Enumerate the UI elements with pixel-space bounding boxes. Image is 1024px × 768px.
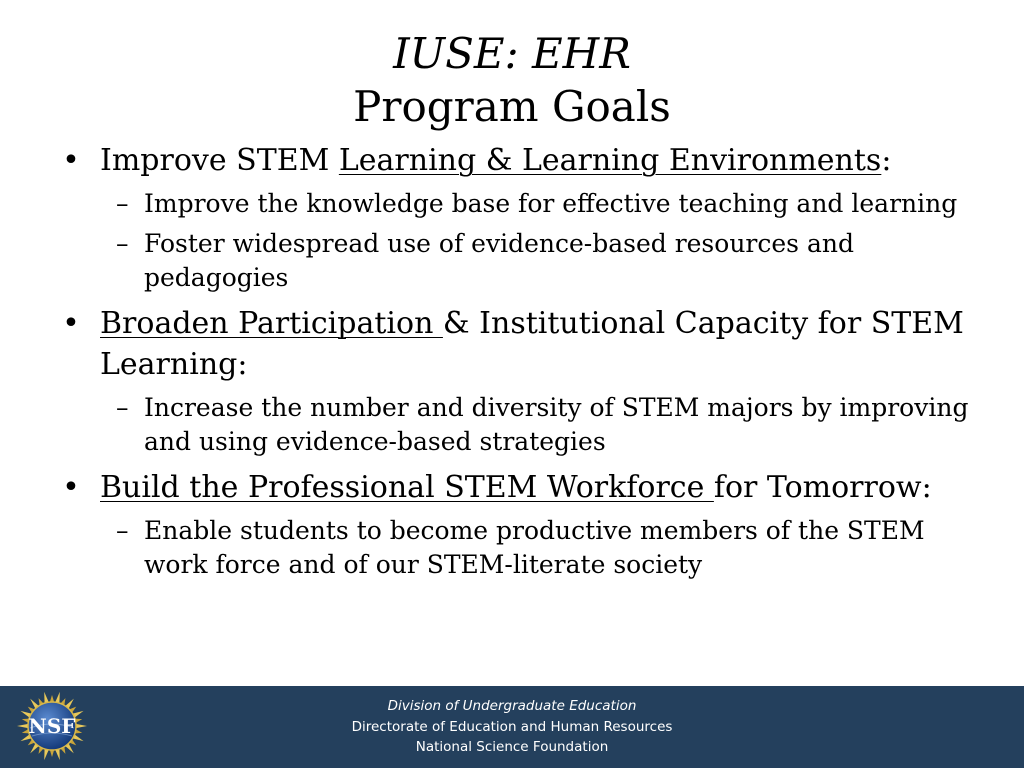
seal-ray [55, 749, 60, 760]
bullet-post: for Tomorrow: [713, 470, 932, 505]
sub-bullet-item [56, 227, 996, 295]
bullet-item [56, 303, 996, 385]
seal-ray [44, 692, 49, 703]
bullet-underlined: Learning & Learning Environments [338, 143, 882, 178]
sub-bullet-item [56, 187, 996, 221]
bullet-list [56, 140, 996, 582]
seal-ray [17, 724, 28, 728]
dash-icon: – [116, 229, 129, 258]
bullet-item [56, 467, 996, 508]
title-line-1: IUSE: EHR [393, 29, 631, 78]
bullet-dot-icon: • [62, 306, 80, 341]
dash-icon: – [116, 516, 129, 545]
bullet-item [56, 140, 996, 181]
bullet-pre: Improve STEM [100, 143, 339, 178]
bullet-underlined: Broaden Participation [100, 306, 443, 341]
slide-title [0, 28, 1024, 134]
sub-bullet-item [56, 391, 996, 459]
nsf-seal-icon [16, 690, 88, 762]
footer-foundation: National Science Foundation [415, 739, 609, 755]
bullet-dot-icon: • [62, 470, 80, 505]
seal-ray [50, 695, 54, 702]
bullet-post: & Institutional Capacity for STEM Learning: [100, 306, 964, 382]
sub-bullet-text: Improve the knowledge base for effective teaching and learning [144, 189, 958, 218]
seal-ray [76, 724, 87, 728]
footer-directorate: Directorate of Education and Human Resources [351, 718, 673, 735]
bullet-underlined: Build the Professional STEM Workforce [100, 470, 714, 505]
seal-ray [55, 692, 60, 703]
dash-icon: – [116, 393, 129, 422]
title-line-2: Program Goals [353, 82, 671, 131]
seal-ray [50, 750, 54, 757]
sub-bullet-text: Enable students to become productive members of the STEM work force and of our STEM-literate society [144, 516, 925, 579]
footer-division: Division of Undergraduate Education [387, 698, 637, 714]
bullet-post: : [881, 143, 892, 178]
bullet-dot-icon: • [62, 143, 80, 178]
sub-bullet-item [56, 514, 996, 582]
sub-bullet-text: Foster widespread use of evidence-based resources and pedagogies [144, 229, 854, 292]
footer-bar [0, 686, 1024, 768]
seal-ray [44, 749, 49, 760]
logo-text: NSF [28, 714, 76, 738]
footer-text [300, 696, 724, 758]
dash-icon: – [116, 189, 129, 218]
sub-bullet-text: Increase the number and diversity of STEM majors by improving and using evidence-based strategies [144, 393, 969, 456]
